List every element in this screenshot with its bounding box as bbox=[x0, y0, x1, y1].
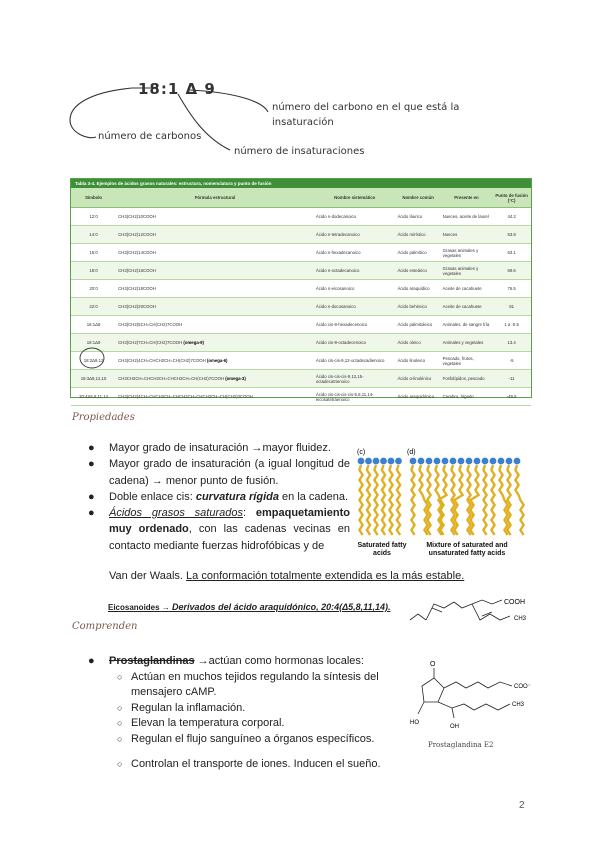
table-cell: Ácido araquidónico bbox=[396, 388, 441, 406]
table-cell: Ácido n-octadecanoico bbox=[314, 262, 396, 280]
table-cell: CH3(CH2)12COOH bbox=[116, 226, 314, 244]
table-cell: Ácido n-eicosanoico bbox=[314, 280, 396, 298]
omega-label: (omega-6) bbox=[206, 358, 228, 363]
prostaglandin-name: Prostaglandina E2 bbox=[428, 741, 494, 749]
head-group bbox=[410, 458, 417, 465]
table-cell: Cerebro, hígado bbox=[441, 388, 493, 406]
table-cell: 18:0 bbox=[71, 262, 116, 280]
table-cell: Ácido esteárico bbox=[396, 262, 441, 280]
lipid-chain bbox=[490, 458, 497, 535]
table-cell: 16:0 bbox=[71, 244, 116, 262]
propiedades-list bbox=[88, 440, 350, 554]
head-group bbox=[474, 458, 481, 465]
col-header: Nombre sistemático bbox=[314, 188, 396, 208]
table-cell: CH3CH2CH=CHCH2CH=CHCH2CH=CH(CH2)7COOH (omega-3) bbox=[116, 370, 314, 388]
table-cell: Ácido linoleico bbox=[396, 352, 441, 370]
table-row bbox=[71, 244, 531, 262]
label-c: (c) bbox=[357, 449, 366, 456]
list-item: ● Doble enlace cis: curvatura rígida en la cadena. bbox=[88, 490, 349, 503]
head-group bbox=[395, 458, 402, 465]
table-cell: CH3(CH2)14COOH bbox=[116, 244, 314, 262]
note-unsaturations: número de insaturaciones bbox=[234, 146, 365, 157]
head-group bbox=[426, 458, 433, 465]
table-cell: CH3(CH2)4CH=CHCH2CH=CHCH2CH=CHCH2CH=CH(CH2)3COOH bbox=[116, 388, 314, 406]
table-cell: Ácido mirístico bbox=[396, 226, 441, 244]
table-row bbox=[71, 208, 531, 226]
col-header: Símbolo bbox=[71, 188, 116, 208]
table-cell: Ácido palmítico bbox=[396, 244, 441, 262]
table-cell: 20:4Δ5,8,11,14 bbox=[71, 388, 116, 406]
atom-ho: HO bbox=[410, 720, 419, 726]
table-cell: Pescado, frutos, vegetales bbox=[441, 352, 493, 370]
page-number: 2 bbox=[519, 800, 525, 811]
table-cell: Nueces bbox=[441, 226, 493, 244]
lipid-chain bbox=[365, 458, 372, 535]
hydrocarbon-tail bbox=[359, 465, 362, 535]
fatty-acid-table bbox=[70, 178, 532, 402]
sub-item: ○ Regulan el flujo sanguíneo a órganos específicos. bbox=[117, 732, 375, 745]
table-cell: 14:0 bbox=[71, 226, 116, 244]
lipid-chain bbox=[373, 458, 380, 535]
sub-item: ○ Actúan en muchos tejidos regulando la síntesis del mensajero cAMP. bbox=[117, 670, 379, 699]
table-cell: 18:2Δ9,12 bbox=[71, 352, 116, 370]
table-cell: Grasas animales y vegetales bbox=[441, 262, 493, 280]
lipid-chain bbox=[434, 458, 444, 535]
section-propiedades: Propiedades bbox=[72, 412, 135, 423]
table-cell: 18:1Δ9 bbox=[71, 334, 116, 352]
table-row bbox=[71, 262, 531, 280]
table-cell: 22:0 bbox=[71, 298, 116, 316]
table-row bbox=[71, 352, 531, 370]
head-group bbox=[498, 458, 505, 465]
list-item: ● Mayor grado de insaturación →mayor fluidez. bbox=[88, 442, 331, 454]
van-der-waals-line: Van der Waals. La conformación totalmente extendida es la más estable. bbox=[109, 570, 465, 582]
lipid-chain bbox=[380, 458, 387, 535]
table-cell: Ácido cis-9-hexadecenoico bbox=[314, 316, 396, 334]
head-group bbox=[490, 458, 497, 465]
head-group bbox=[466, 458, 473, 465]
head-group bbox=[358, 458, 365, 465]
packing-diagram bbox=[357, 445, 527, 537]
atom-ch3: CH3 bbox=[512, 702, 525, 708]
lipid-chain bbox=[388, 458, 395, 535]
hydrocarbon-tail bbox=[389, 465, 392, 535]
col-header: Punto de fusión (°C) bbox=[492, 188, 531, 208]
table-row bbox=[71, 370, 531, 388]
list-item: ● Ácidos grasos saturados: empaquetamiento muy ordenado, con las cadenas vecinas en contacto mediante fuerzas hidrofóbicas y de bbox=[88, 507, 350, 552]
lipid-chain bbox=[514, 458, 524, 535]
head-group bbox=[388, 458, 395, 465]
head-group bbox=[434, 458, 441, 465]
hydrocarbon-tail bbox=[367, 465, 370, 535]
fatty-acid-notation: 18:1 Δ 9 bbox=[138, 80, 216, 98]
table-cell: Nueces, aceite de laurel bbox=[441, 208, 493, 226]
table-cell: 81 bbox=[492, 298, 531, 316]
caption-saturated: Saturated fatty acids bbox=[357, 542, 407, 557]
table-cell: Ácido cis-cis-cis-9,12,15-octadecatrienoico bbox=[314, 370, 396, 388]
table-cell: Ácido n-tetradecanoico bbox=[314, 226, 396, 244]
head-group bbox=[514, 458, 521, 465]
hydrocarbon-tail bbox=[397, 465, 400, 535]
table-cell: Ácido α-linolénico bbox=[396, 370, 441, 388]
head-group bbox=[418, 458, 425, 465]
col-header: Fórmula estructural bbox=[116, 188, 314, 208]
table-cell: 1 a -0.5 bbox=[492, 316, 531, 334]
table-cell: 44.2 bbox=[492, 208, 531, 226]
arachidonic-structure bbox=[404, 594, 534, 634]
omega-label: (omega-3) bbox=[225, 376, 246, 381]
table-cell: 20:0 bbox=[71, 280, 116, 298]
section-comprenden: Comprenden bbox=[72, 621, 138, 632]
table-cell: 53.9 bbox=[492, 226, 531, 244]
table-cell: 18:3Δ9,12,15 bbox=[71, 370, 116, 388]
hydrocarbon-tail bbox=[374, 465, 377, 535]
table-cell: CH3(CH2)10COOH bbox=[116, 208, 314, 226]
handwritten-circle bbox=[78, 346, 108, 374]
omega-label: (omega-9) bbox=[183, 340, 204, 345]
table-cell: -11 bbox=[492, 370, 531, 388]
lipid-chain bbox=[410, 458, 417, 535]
lipid-chain bbox=[418, 458, 428, 535]
table-cell: CH3(CH2)20COOH bbox=[116, 298, 314, 316]
table-cell: 13.4 bbox=[492, 334, 531, 352]
head-group bbox=[373, 458, 380, 465]
prostaglandin-structure bbox=[408, 656, 538, 742]
ch3-label: CH3 bbox=[514, 616, 527, 622]
atom-oh: OH bbox=[450, 724, 459, 730]
atom-coo: COO⁻ bbox=[514, 684, 531, 690]
note-carbons: número de carbonos bbox=[98, 131, 202, 142]
caption-mixture: Mixture of saturated and unsaturated fatty acids bbox=[426, 542, 508, 557]
table-row bbox=[71, 334, 531, 352]
table-row bbox=[71, 316, 531, 334]
head-group bbox=[365, 458, 372, 465]
table-cell: 76.5 bbox=[492, 280, 531, 298]
hydrocarbon-tail bbox=[515, 465, 523, 535]
hydrocarbon-tail bbox=[491, 465, 494, 535]
table-cell: Ácido láurico bbox=[396, 208, 441, 226]
table-cell: Aceite de cacahuete bbox=[441, 298, 493, 316]
head-group bbox=[506, 458, 513, 465]
label-d: (d) bbox=[407, 449, 416, 456]
table-cell: Fosfolípidos, pescado bbox=[441, 370, 493, 388]
table-cell: Animales, de sangre fría bbox=[441, 316, 493, 334]
cooh-label: COOH bbox=[504, 599, 525, 606]
table-cell: CH3(CH2)4CH=CHCH2CH=CH(CH2)7COOH (omega-6) bbox=[116, 352, 314, 370]
table-cell: -49.5 bbox=[492, 388, 531, 406]
table-cell: Ácido n-docosanoico bbox=[314, 298, 396, 316]
lipid-chain bbox=[498, 458, 508, 535]
table-cell: -5 bbox=[492, 352, 531, 370]
head-group bbox=[442, 458, 449, 465]
sub-item: ○ Regulan la inflamación. bbox=[117, 701, 246, 714]
head-group bbox=[482, 458, 489, 465]
table-cell: 12:0 bbox=[71, 208, 116, 226]
table-cell: 16:1Δ9 bbox=[71, 316, 116, 334]
head-group bbox=[380, 458, 387, 465]
lipid-chain bbox=[482, 458, 489, 535]
table-row bbox=[71, 280, 531, 298]
table-cell: 69.6 bbox=[492, 262, 531, 280]
table-row bbox=[71, 226, 531, 244]
eicosanoides-line: Eicosanoides → Derivados del ácido araquidónico, 20:4(Δ5,8,11,14). bbox=[108, 602, 391, 612]
table-cell: Ácido araquídico bbox=[396, 280, 441, 298]
table-cell: Aceite de cacahuete bbox=[441, 280, 493, 298]
col-header: Presente en bbox=[441, 188, 493, 208]
table-cell: CH3(CH2)16COOH bbox=[116, 262, 314, 280]
table-cell: 63.1 bbox=[492, 244, 531, 262]
table-header-row bbox=[71, 188, 531, 208]
lipid-chain bbox=[358, 458, 365, 535]
table-cell: Ácido cis-cis-9,12-octadecadienoico bbox=[314, 352, 396, 370]
table-cell: Ácido oleico bbox=[396, 334, 441, 352]
prostaglandinas-block bbox=[88, 654, 408, 772]
table-cell: CH3(CH2)5CH=CH(CH2)7COOH bbox=[116, 316, 314, 334]
sub-item: ○ Controlan el transporte de iones. Inducen el sueño. bbox=[117, 757, 381, 770]
lipid-chain bbox=[470, 458, 480, 535]
table-caption: Tabla 3-4. Ejemplos de ácidos grasos naturales: estructura, nomenclatura y punto de fusión bbox=[71, 179, 531, 188]
hydrocarbon-tail bbox=[483, 465, 486, 535]
table-cell: Ácido cis-cis-cis-cis-5,8,11,14-eicosatetraenoico bbox=[314, 388, 396, 406]
table-cell: Ácido n-hexadecanoico bbox=[314, 244, 396, 262]
col-header: Nombre común bbox=[396, 188, 441, 208]
fatty-acid-packing-figure bbox=[357, 445, 527, 557]
list-item: ● Mayor grado de insaturación (a igual longitud de cadena) → menor punto de fusión. bbox=[88, 458, 350, 487]
table-cell: CH3(CH2)18COOH bbox=[116, 280, 314, 298]
lipid-chain bbox=[454, 458, 464, 535]
note-carbon-number: número del carbono en el que está la insaturación bbox=[272, 102, 460, 128]
table-cell: CH3(CH2)7CH=CH(CH2)7COOH (omega-9) bbox=[116, 334, 314, 352]
table-cell: Animales y vegetales bbox=[441, 334, 493, 352]
table-cell: Ácido palmitoleico bbox=[396, 316, 441, 334]
table-row bbox=[71, 388, 531, 406]
sub-item: ○ Elevan la temperatura corporal. bbox=[117, 717, 285, 730]
table-cell: Ácido behénico bbox=[396, 298, 441, 316]
table-row bbox=[71, 298, 531, 316]
list-item: ● Prostaglandinas →actúan como hormonas locales: bbox=[88, 655, 364, 667]
lipid-chain bbox=[395, 458, 402, 535]
table-cell: Ácido cis-9-octadecenoico bbox=[314, 334, 396, 352]
table-cell: Grasas animales y vegetales bbox=[441, 244, 493, 262]
hydrocarbon-tail bbox=[411, 465, 414, 535]
table-cell: Ácido n-dodecanoico bbox=[314, 208, 396, 226]
head-group bbox=[458, 458, 465, 465]
head-group bbox=[450, 458, 457, 465]
atom-o: O bbox=[430, 661, 436, 668]
hydrocarbon-tail bbox=[382, 465, 385, 535]
